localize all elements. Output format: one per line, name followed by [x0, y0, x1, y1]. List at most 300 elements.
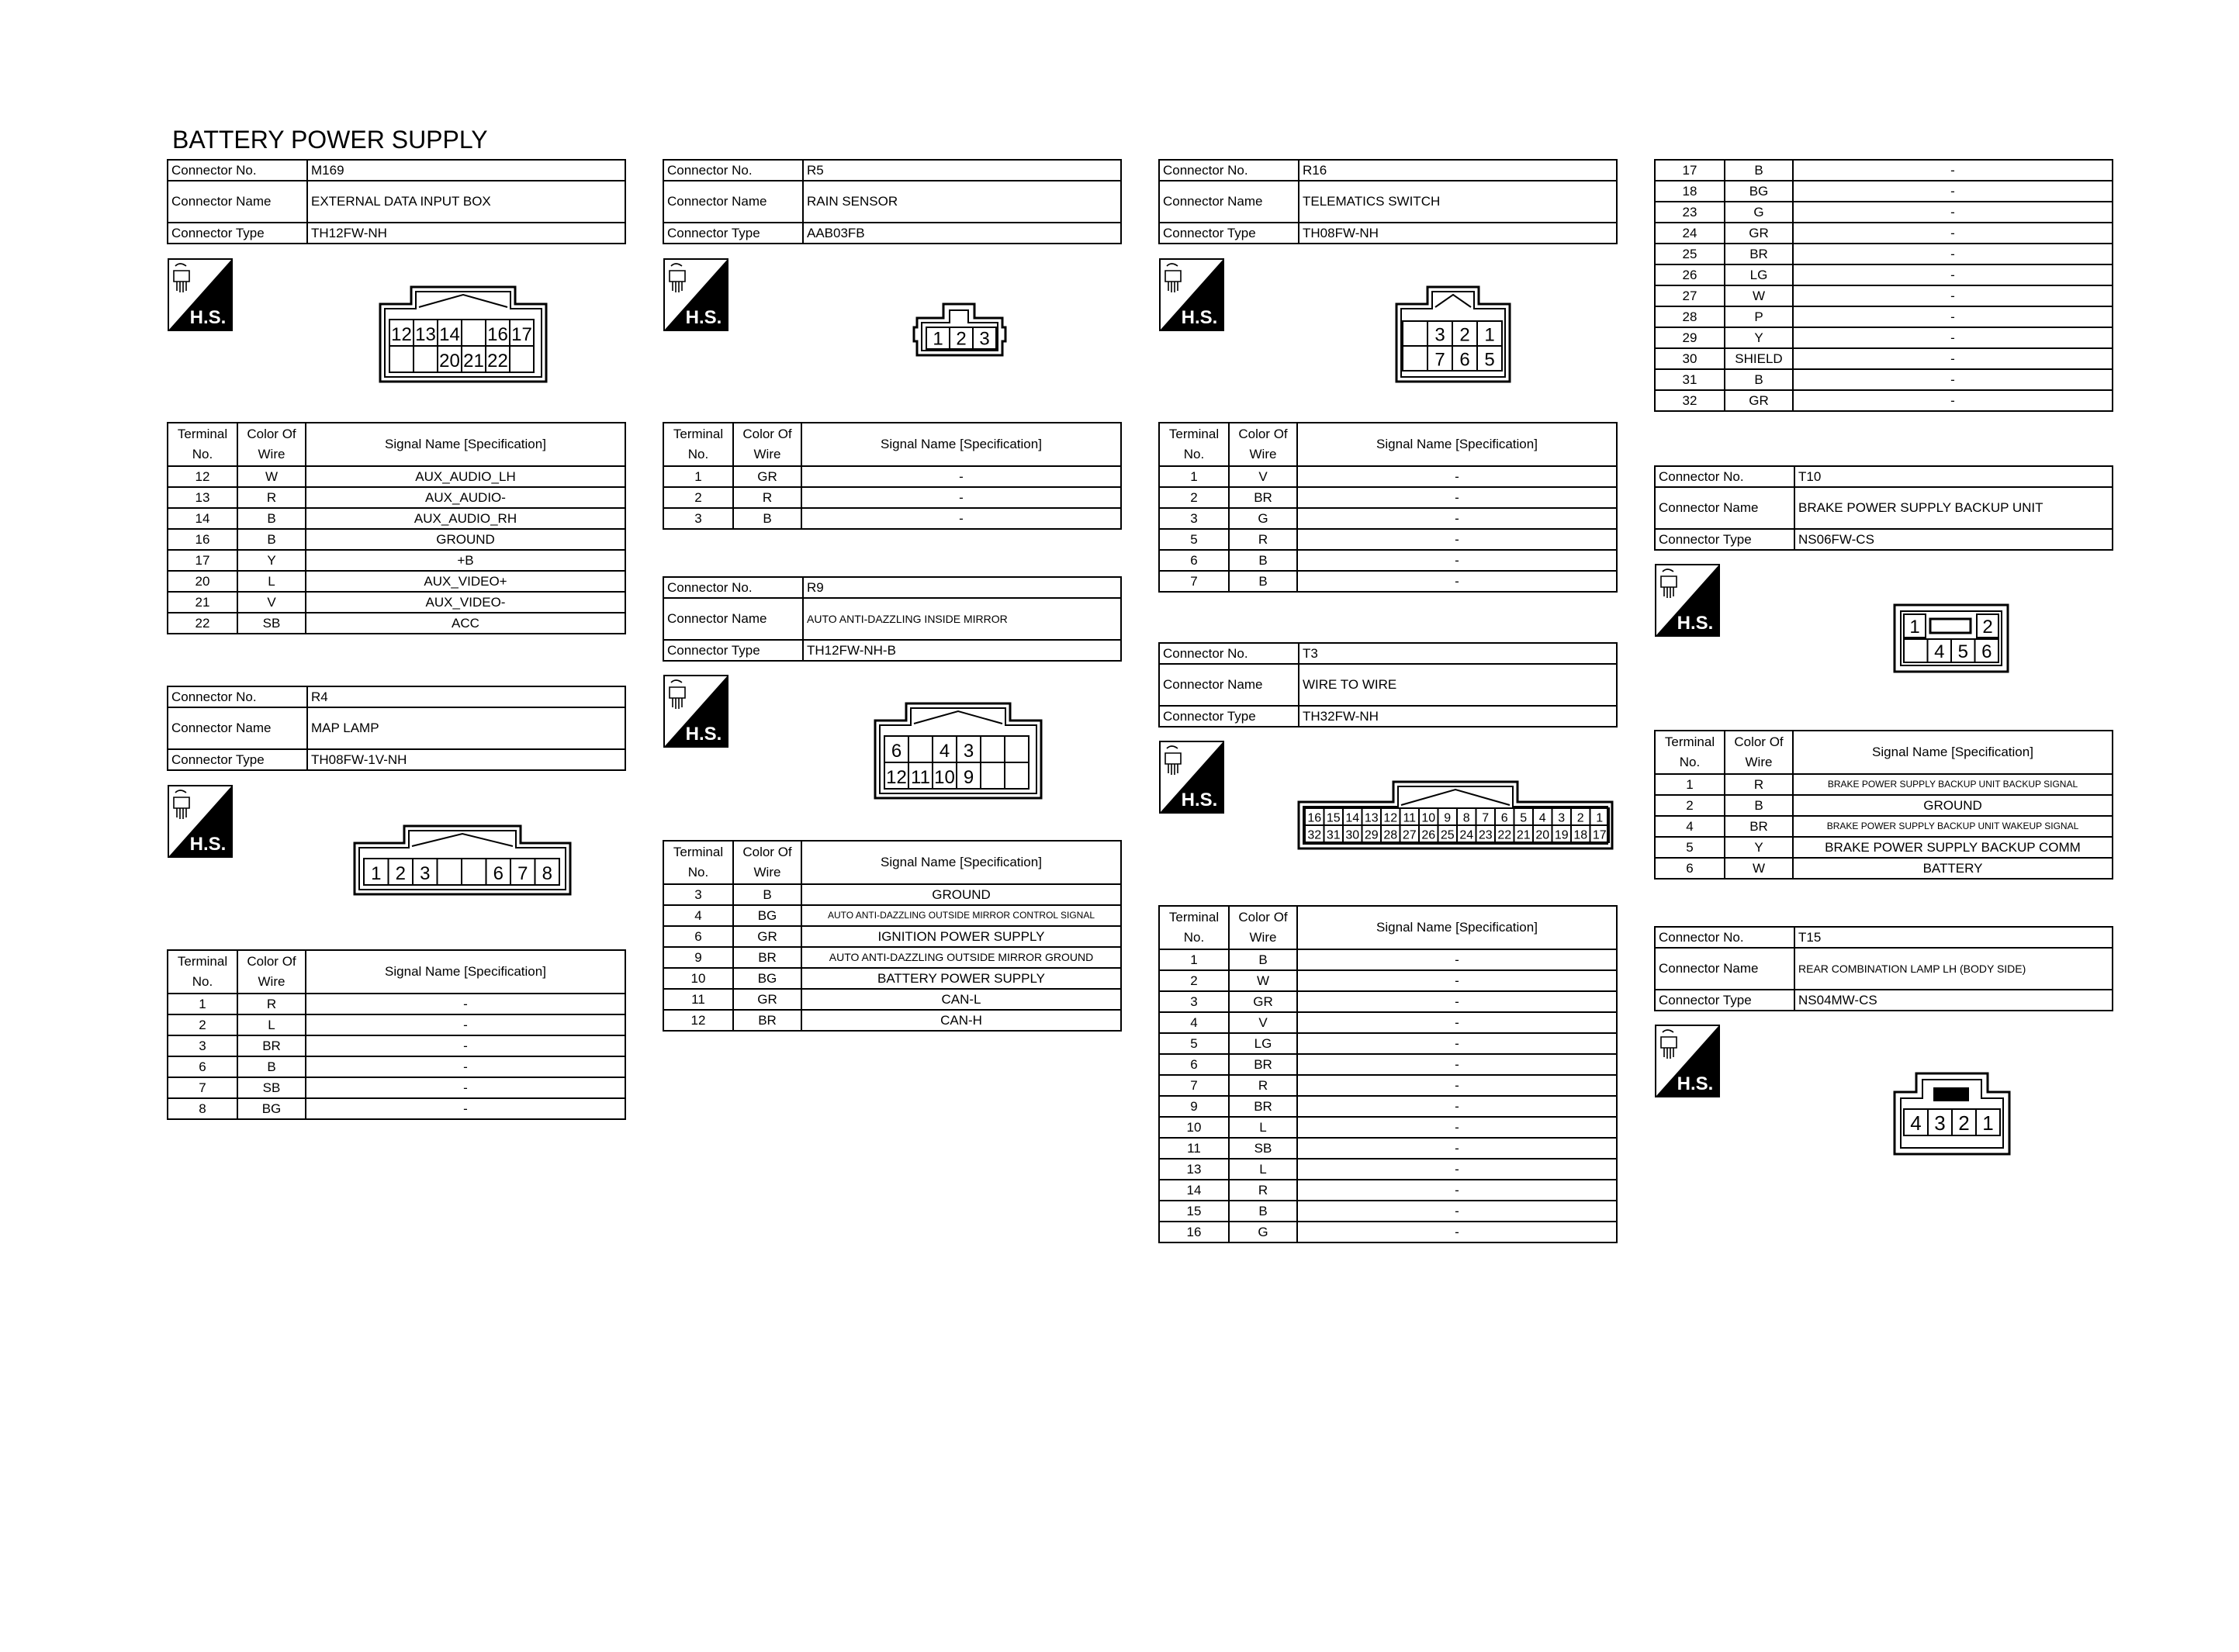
signal-name: -: [1297, 970, 1617, 991]
wire-color: R: [1229, 529, 1297, 550]
signal-name: AUX_AUDIO_LH: [306, 466, 625, 487]
signal-name: -: [306, 994, 625, 1014]
connector-type-value: NS04MW-CS: [1794, 990, 2113, 1011]
pin-number: 25: [1440, 828, 1455, 842]
connector-name-value: AUTO ANTI-DAZZLING INSIDE MIRROR: [803, 598, 1121, 640]
wire-color: B: [237, 508, 306, 529]
pin-number: 4: [1910, 1111, 1922, 1135]
terminal-no: 2: [1655, 795, 1725, 816]
wire-color: Y: [1725, 837, 1793, 858]
wire-color: G: [1725, 202, 1793, 223]
terminal-no-header: Terminal No.: [168, 950, 237, 994]
wire-color: R: [1725, 774, 1793, 795]
table-row: [168, 466, 625, 487]
terminal-no: 32: [1655, 390, 1725, 411]
pin-number: 30: [1345, 828, 1360, 842]
connector-t10-signal-table: [1654, 730, 2113, 880]
terminal-no: 6: [663, 926, 733, 947]
pin-number: 1: [1484, 324, 1495, 346]
terminal-no: 14: [168, 508, 237, 529]
signal-name: -: [306, 1014, 625, 1035]
pin-number: 21: [463, 351, 484, 372]
terminal-no: 1: [168, 994, 237, 1014]
signal-name: CAN-L: [801, 989, 1121, 1010]
terminal-no: 2: [1159, 970, 1229, 991]
pin-number: 5: [1957, 641, 1968, 662]
connector-t10-face: [1893, 603, 2011, 679]
wire-color: BR: [1725, 244, 1793, 264]
connector-r5-block: [663, 159, 1122, 244]
terminal-no: 11: [1159, 1138, 1229, 1159]
connector-info-table: [663, 159, 1122, 244]
signal-name: -: [1793, 181, 2113, 202]
terminal-no-header: Terminal No.: [663, 423, 733, 466]
wire-color: W: [1725, 858, 1793, 879]
pin-number: 8: [542, 863, 552, 885]
signal-name: GROUND: [306, 529, 625, 550]
connector-type-label: Connector Type: [1159, 223, 1299, 244]
table-row: [168, 1035, 625, 1056]
connector-type-label: Connector Type: [1159, 706, 1299, 727]
pin-number: 21: [1516, 828, 1531, 842]
terminal-no: 3: [663, 508, 733, 529]
table-row: [1655, 795, 2113, 816]
table-row: [663, 487, 1121, 508]
signal-table: [167, 422, 626, 634]
hs-label: H.S.: [685, 724, 722, 745]
signal-name: BATTERY: [1793, 858, 2113, 879]
signal-name: -: [801, 466, 1121, 487]
signal-name: -: [1297, 1138, 1617, 1159]
connector-m169-block: [167, 159, 626, 244]
harness-side-icon: [1159, 741, 1224, 814]
pin-number: 6: [1981, 641, 1992, 662]
wire-color: BG: [733, 905, 801, 926]
table-row: [1159, 1012, 1617, 1033]
wire-color: GR: [1725, 223, 1793, 244]
connector-t3-block: [1158, 642, 1618, 728]
terminal-no: 12: [663, 1010, 733, 1031]
table-row: [1159, 529, 1617, 550]
terminal-no: 9: [663, 947, 733, 968]
connector-name-label: Connector Name: [168, 707, 307, 749]
pin-number: 18: [1573, 828, 1588, 842]
connector-t10-block: [1654, 465, 2113, 551]
signal-name: -: [1297, 1012, 1617, 1033]
connector-name-label: Connector Name: [1655, 487, 1794, 529]
terminal-no: 1: [1159, 949, 1229, 970]
wire-color: G: [1229, 1222, 1297, 1242]
table-row: [168, 508, 625, 529]
wire-color: L: [237, 1014, 306, 1035]
pin-number: 4: [1934, 641, 1945, 662]
signal-name-header: Signal Name [Specification]: [306, 950, 625, 994]
signal-name-header: Signal Name [Specification]: [801, 841, 1121, 884]
wire-color: V: [237, 592, 306, 613]
connector-name-value: TELEMATICS SWITCH: [1299, 181, 1617, 223]
terminal-no: 16: [168, 529, 237, 550]
table-row: [1159, 970, 1617, 991]
table-row: [1655, 181, 2113, 202]
terminal-no: 30: [1655, 348, 1725, 369]
pin-number: 14: [1345, 811, 1360, 825]
terminal-no: 1: [1159, 466, 1229, 487]
terminal-no: 4: [1655, 816, 1725, 837]
connector-no-label: Connector No.: [168, 160, 307, 181]
connector-r4-block: [167, 686, 626, 771]
table-row: [1159, 1096, 1617, 1117]
connector-no-value: T15: [1794, 927, 2113, 948]
table-row: [1159, 1222, 1617, 1242]
terminal-no: 7: [1159, 1075, 1229, 1096]
table-row: [1655, 264, 2113, 285]
table-row: [663, 1010, 1121, 1031]
pin-number: 5: [1520, 811, 1528, 825]
table-row: [1159, 550, 1617, 571]
wire-color-header: Color Of Wire: [1229, 423, 1297, 466]
connector-info-table: [167, 159, 626, 244]
terminal-no: 3: [663, 884, 733, 905]
wire-color: B: [1725, 795, 1793, 816]
signal-name: -: [1297, 1033, 1617, 1054]
table-row: [1159, 487, 1617, 508]
table-row: [1159, 1159, 1617, 1180]
table-row: [1159, 571, 1617, 592]
signal-table: [167, 949, 626, 1120]
pin-number: 19: [1554, 828, 1569, 842]
terminal-no: 3: [1159, 508, 1229, 529]
terminal-no: 28: [1655, 306, 1725, 327]
signal-name: -: [1793, 264, 2113, 285]
connector-no-label: Connector No.: [168, 686, 307, 707]
signal-table: [1654, 730, 2113, 880]
terminal-no: 5: [1655, 837, 1725, 858]
pin-number: 2: [1982, 617, 1993, 638]
connector-name-value: EXTERNAL DATA INPUT BOX: [307, 181, 625, 223]
signal-name-header: Signal Name [Specification]: [801, 423, 1121, 466]
signal-name: -: [1297, 1075, 1617, 1096]
wire-color: R: [237, 487, 306, 508]
table-row: [168, 487, 625, 508]
wire-color: BR: [1725, 816, 1793, 837]
pin-number: 17: [511, 324, 532, 346]
connector-type-label: Connector Type: [663, 223, 803, 244]
terminal-no: 23: [1655, 202, 1725, 223]
terminal-no: 22: [168, 613, 237, 634]
terminal-no: 1: [663, 466, 733, 487]
terminal-no: 7: [1159, 571, 1229, 592]
table-row: [663, 905, 1121, 926]
pin-number: 6: [1459, 349, 1470, 371]
wire-color: BG: [237, 1098, 306, 1119]
table-row: [663, 968, 1121, 989]
pin-number: 27: [1402, 828, 1417, 842]
table-row: [1159, 991, 1617, 1012]
connector-r16-face: [1395, 285, 1513, 387]
pin-number: 10: [934, 767, 955, 789]
table-row: [1655, 223, 2113, 244]
table-row: [1655, 306, 2113, 327]
wire-color: W: [237, 466, 306, 487]
signal-name: GROUND: [801, 884, 1121, 905]
table-row: [168, 592, 625, 613]
pin-number: 6: [891, 741, 902, 762]
terminal-no: 21: [168, 592, 237, 613]
harness-side-icon: [1655, 1025, 1720, 1097]
table-row: [168, 571, 625, 592]
signal-name: -: [1297, 1117, 1617, 1138]
terminal-no: 1: [1655, 774, 1725, 795]
terminal-no: 6: [1655, 858, 1725, 879]
connector-no-value: R16: [1299, 160, 1617, 181]
table-row: [1159, 1201, 1617, 1222]
pin-number: 13: [415, 324, 436, 346]
table-row: [1159, 1054, 1617, 1075]
wire-color: L: [1229, 1159, 1297, 1180]
table-row: [1655, 327, 2113, 348]
wire-color-header: Color Of Wire: [1725, 731, 1793, 774]
connector-type-value: TH08FW-1V-NH: [307, 749, 625, 770]
pin-number: 7: [517, 863, 528, 885]
terminal-no: 20: [168, 571, 237, 592]
signal-name: BRAKE POWER SUPPLY BACKUP UNIT BACKUP SIGNAL: [1793, 774, 2113, 795]
pin-number: 12: [886, 767, 907, 789]
signal-name: -: [1297, 1201, 1617, 1222]
pin-number: 11: [911, 767, 930, 789]
wire-color: W: [1725, 285, 1793, 306]
connector-r16-block: [1158, 159, 1618, 244]
harness-side-icon: [168, 785, 233, 858]
terminal-no: 18: [1655, 181, 1725, 202]
signal-name: -: [306, 1077, 625, 1098]
wire-color: SB: [237, 1077, 306, 1098]
wire-color: B: [733, 884, 801, 905]
wire-color: R: [1229, 1180, 1297, 1201]
wire-color: B: [1229, 571, 1297, 592]
connector-name-label: Connector Name: [663, 181, 803, 223]
wire-color: BR: [237, 1035, 306, 1056]
table-row: [1159, 949, 1617, 970]
pin-number: 15: [1326, 811, 1341, 825]
connector-r16-signal-table: [1158, 422, 1618, 593]
table-row: [1159, 1075, 1617, 1096]
table-row: [1655, 837, 2113, 858]
connector-name-value: MAP LAMP: [307, 707, 625, 749]
harness-side-icon: [1159, 258, 1224, 331]
harness-side-icon: [663, 258, 728, 331]
terminal-no: 10: [1159, 1117, 1229, 1138]
table-row: [1159, 1033, 1617, 1054]
pin-number: 3: [963, 741, 974, 762]
wire-color-header: Color Of Wire: [1229, 906, 1297, 949]
terminal-no: 24: [1655, 223, 1725, 244]
terminal-no-header: Terminal No.: [663, 841, 733, 884]
signal-name: -: [1793, 244, 2113, 264]
terminal-no: 2: [663, 487, 733, 508]
wire-color-header: Color Of Wire: [733, 423, 801, 466]
pin-number: 29: [1364, 828, 1379, 842]
wire-color: SB: [1229, 1138, 1297, 1159]
terminal-no: 27: [1655, 285, 1725, 306]
pin-number: 23: [1478, 828, 1493, 842]
terminal-no: 4: [663, 905, 733, 926]
signal-name: BATTERY POWER SUPPLY: [801, 968, 1121, 989]
signal-name: AUX_VIDEO+: [306, 571, 625, 592]
connector-info-table: [1158, 159, 1618, 244]
wire-color: L: [1229, 1117, 1297, 1138]
signal-name: BRAKE POWER SUPPLY BACKUP COMM: [1793, 837, 2113, 858]
signal-table: [663, 840, 1122, 1032]
table-row: [168, 1014, 625, 1035]
table-row: [663, 508, 1121, 529]
signal-name: -: [1793, 327, 2113, 348]
pin-number: 2: [1459, 324, 1470, 346]
wire-color: B: [237, 529, 306, 550]
connector-t3-signal-table: [1158, 905, 1618, 1243]
pin-number: 3: [1934, 1111, 1946, 1135]
connector-name-value: BRAKE POWER SUPPLY BACKUP UNIT: [1794, 487, 2113, 529]
connector-no-label: Connector No.: [663, 577, 803, 598]
wire-color: SB: [237, 613, 306, 634]
pin-number: 3: [979, 328, 990, 350]
wire-color-header: Color Of Wire: [237, 423, 306, 466]
wire-color: BG: [1725, 181, 1793, 202]
pin-number: 1: [1909, 617, 1920, 638]
terminal-no: 15: [1159, 1201, 1229, 1222]
signal-name: +B: [306, 550, 625, 571]
signal-name: -: [1297, 991, 1617, 1012]
pin-number: 31: [1326, 828, 1341, 842]
wire-color: Y: [237, 550, 306, 571]
table-row: [168, 1098, 625, 1119]
wire-color: GR: [733, 466, 801, 487]
connector-m169-signal-table: [167, 422, 626, 634]
connector-no-value: M169: [307, 160, 625, 181]
table-row: [1159, 1180, 1617, 1201]
table-row: [663, 989, 1121, 1010]
signal-name: -: [1297, 571, 1617, 592]
pin-number: 7: [1434, 349, 1445, 371]
connector-name-label: Connector Name: [168, 181, 307, 223]
connector-no-value: T10: [1794, 466, 2113, 487]
table-row: [1655, 160, 2113, 181]
signal-name: -: [801, 487, 1121, 508]
pin-number: 20: [1535, 828, 1550, 842]
pin-number: 12: [1383, 811, 1398, 825]
terminal-no: 31: [1655, 369, 1725, 390]
wire-color: GR: [1725, 390, 1793, 411]
connector-no-label: Connector No.: [1655, 927, 1794, 948]
pin-number: 22: [487, 351, 508, 372]
wire-color: GR: [733, 926, 801, 947]
signal-name: -: [1297, 1159, 1617, 1180]
pin-number: 12: [391, 324, 412, 346]
wire-color: BR: [733, 1010, 801, 1031]
signal-name: -: [1793, 306, 2113, 327]
pin-number: 32: [1307, 828, 1322, 842]
pin-number: 7: [1482, 811, 1490, 825]
terminal-no: 6: [168, 1056, 237, 1077]
signal-name-header: Signal Name [Specification]: [1297, 423, 1617, 466]
terminal-no-header: Terminal No.: [168, 423, 237, 466]
signal-name: -: [1297, 1180, 1617, 1201]
hs-label: H.S.: [1181, 790, 1218, 810]
wire-color: B: [1229, 550, 1297, 571]
table-row: [168, 994, 625, 1014]
pin-number: 9: [963, 767, 974, 789]
signal-name: BRAKE POWER SUPPLY BACKUP UNIT WAKEUP SIGNAL: [1793, 816, 2113, 837]
wire-color: W: [1229, 970, 1297, 991]
pin-number: 16: [1307, 811, 1322, 825]
table-row: [1655, 202, 2113, 223]
terminal-no: 10: [663, 968, 733, 989]
pin-number: 5: [1484, 349, 1495, 371]
pin-number: 3: [1558, 811, 1566, 825]
signal-name: -: [1297, 487, 1617, 508]
connector-t3-face: [1297, 780, 1617, 854]
connector-type-label: Connector Type: [1655, 990, 1794, 1011]
wire-color: B: [1725, 369, 1793, 390]
table-row: [1159, 508, 1617, 529]
table-row: [168, 550, 625, 571]
pin-number: 14: [439, 324, 460, 346]
harness-side-icon: [1655, 564, 1720, 637]
terminal-no: 17: [168, 550, 237, 571]
connector-info-table: [1654, 465, 2113, 551]
pin-number: 10: [1421, 811, 1436, 825]
wire-color: SHIELD: [1725, 348, 1793, 369]
connector-type-value: TH12FW-NH: [307, 223, 625, 244]
signal-name: -: [1793, 160, 2113, 181]
signal-name: -: [1297, 1222, 1617, 1242]
terminal-no: 16: [1159, 1222, 1229, 1242]
pin-number: 2: [956, 328, 967, 350]
pin-number: 9: [1444, 811, 1452, 825]
terminal-no: 3: [1159, 991, 1229, 1012]
pin-number: 4: [939, 741, 950, 762]
signal-table: [1158, 905, 1618, 1243]
terminal-no: 12: [168, 466, 237, 487]
connector-m169-face: [379, 285, 549, 387]
wire-color: BR: [1229, 487, 1297, 508]
signal-table: [1654, 159, 2113, 412]
connector-r5-face: [909, 302, 1010, 362]
table-row: [1655, 390, 2113, 411]
signal-name: -: [1297, 949, 1617, 970]
table-row: [1655, 369, 2113, 390]
pin-number: 13: [1364, 811, 1379, 825]
connector-type-value: NS06FW-CS: [1794, 529, 2113, 550]
table-row: [1655, 285, 2113, 306]
connector-no-label: Connector No.: [1655, 466, 1794, 487]
table-row: [663, 926, 1121, 947]
terminal-no: 7: [168, 1077, 237, 1098]
table-row: [663, 884, 1121, 905]
signal-name: AUX_VIDEO-: [306, 592, 625, 613]
signal-name: GROUND: [1793, 795, 2113, 816]
signal-name: -: [1793, 348, 2113, 369]
terminal-no: 29: [1655, 327, 1725, 348]
connector-info-table: [663, 576, 1122, 662]
table-row: [168, 1056, 625, 1077]
pin-number: 22: [1497, 828, 1512, 842]
signal-name: -: [1297, 508, 1617, 529]
connector-name-label: Connector Name: [1655, 948, 1794, 990]
signal-name: -: [1297, 1096, 1617, 1117]
wire-color: BR: [1229, 1054, 1297, 1075]
signal-name: -: [1793, 223, 2113, 244]
hs-label: H.S.: [189, 834, 227, 855]
